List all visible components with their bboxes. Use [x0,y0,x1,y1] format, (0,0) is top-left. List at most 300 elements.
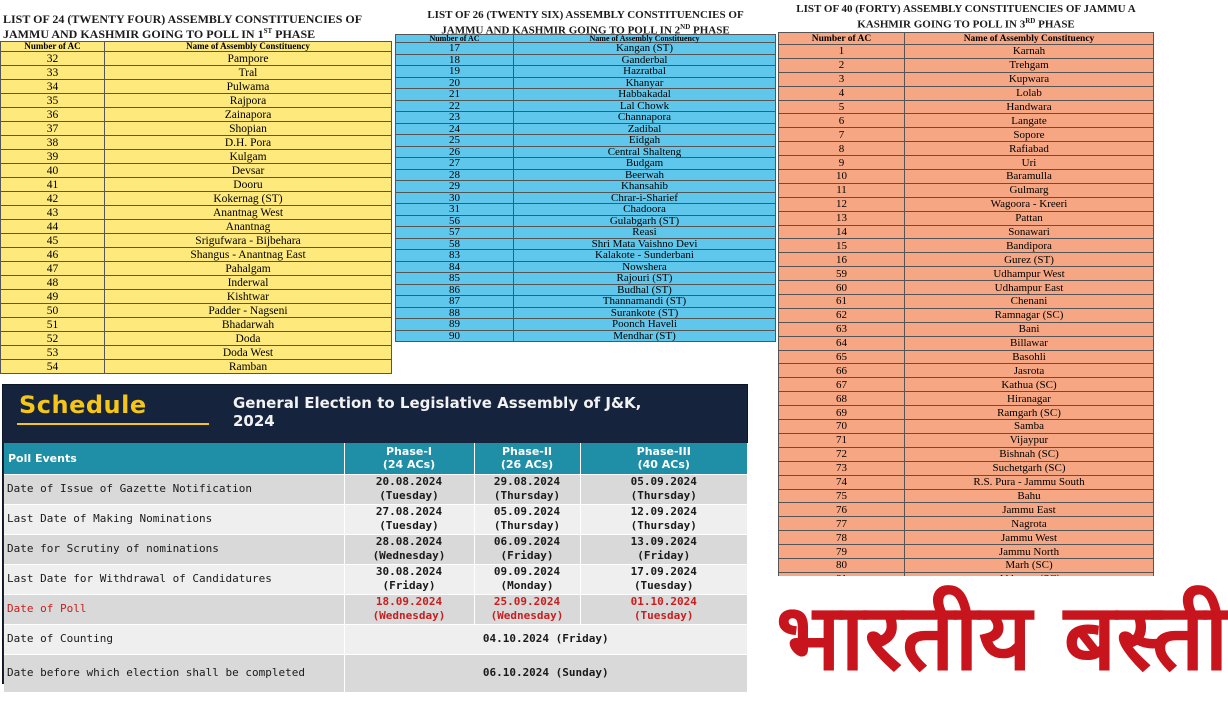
schedule-frame [2,384,748,684]
ac-name: D.H. Pora [105,136,392,150]
table-row [779,281,1154,295]
ac-number: 44 [1,220,105,234]
table-row [396,123,776,135]
ac-name: Gulmarg [905,183,1154,197]
ac-name: Rajouri (ST) [514,273,776,285]
phase-date-p1 [344,534,474,564]
ac-name: Udhampur East [905,281,1154,295]
ac-name: Trehgam [905,58,1154,72]
ac-number: 43 [1,206,105,220]
ac-name: Dooru [105,178,392,192]
schedule-row [4,504,748,534]
phase1-col-number: Number of AC [1,42,105,52]
date-value: 30.08.2024 [375,565,443,578]
table-row [779,183,1154,197]
table-row [1,206,392,220]
table-row [779,86,1154,100]
ac-name: Pampore [105,52,392,66]
table-row [779,447,1154,461]
phase-date-p3 [580,474,748,504]
table-row [779,503,1154,517]
weekday: (Monday) [500,579,554,592]
phase-date-p3 [580,594,748,624]
ac-name: Sonawari [905,225,1154,239]
ac-number: 48 [1,276,105,290]
ac-number: 36 [1,108,105,122]
ac-number: 25 [396,135,514,147]
table-row [396,66,776,78]
table-row [1,164,392,178]
date-value: 17.09.2024 [630,565,697,578]
row-counting [4,624,748,654]
table-row [396,238,776,250]
phase3-title [778,0,1154,32]
schedule-row [4,594,748,624]
ac-name: Baramulla [905,170,1154,184]
phase2-rows [396,43,776,342]
table-row [396,307,776,319]
ac-name: Gurez (ST) [905,253,1154,267]
ac-number: 29 [396,181,514,193]
logo-text: भारतीय बस्ती [776,583,1228,691]
ac-name: Jammu West [905,531,1154,545]
ac-number: 66 [779,364,905,378]
date-value: 25.09.2024 [493,595,561,608]
table-row [396,112,776,124]
weekday: (Wednesday) [372,549,446,562]
table-row [779,517,1154,531]
ac-number: 85 [396,273,514,285]
ac-name: Kalakote - Sunderbani [514,250,776,262]
phase2-title-line2: JAMMU AND KASHMIR GOING TO POLL IN 2ND PHASE [441,23,730,37]
col-poll-events: Poll Events [4,443,344,474]
table-row [1,318,392,332]
table-row [779,100,1154,114]
table-row [1,220,392,234]
ac-name: Chenani [905,295,1154,309]
ac-number: 11 [779,183,905,197]
schedule-panel [0,384,766,707]
ac-number: 30 [396,192,514,204]
table-row [779,295,1154,309]
ac-number: 63 [779,322,905,336]
schedule-title-underline [17,423,209,425]
date-value: 12.09.2024 [630,505,697,518]
phase3-title-line2: KASHMIR GOING TO POLL IN 3RD PHASE [857,17,1075,31]
ac-name: Vijaypur [905,433,1154,447]
ac-name: Marh (SC) [905,558,1154,572]
ac-number: 41 [1,178,105,192]
ac-number: 73 [779,461,905,475]
schedule-heading-line1: General Election to Legislative Assembly of J&K, [233,394,642,412]
ac-name: Kulgam [105,150,392,164]
ac-number: 52 [1,332,105,346]
ac-number: 9 [779,156,905,170]
ac-name: Budgam [514,158,776,170]
ac-name: Ganderbal [514,54,776,66]
table-row [396,330,776,342]
ac-number: 79 [779,545,905,559]
ac-number: 1 [779,45,905,59]
poll-event: Date for Scrutiny of nominations [4,534,344,564]
phase1-title-line1: LIST OF 24 (TWENTY FOUR) ASSEMBLY CONSTITUENCIES OF [3,12,363,26]
table-row [779,350,1154,364]
table-row [779,170,1154,184]
table-row [396,250,776,262]
ac-name: R.S. Pura - Jammu South [905,475,1154,489]
ac-name: Bandipora [905,239,1154,253]
ac-name: Habbakadal [514,89,776,101]
ac-name: Pattan [905,211,1154,225]
weekday: (Tuesday) [379,519,439,532]
weekday: (Thursday) [493,489,561,502]
ac-number: 53 [1,346,105,360]
ac-name: Rajpora [105,94,392,108]
ac-number: 27 [396,158,514,170]
ac-number: 84 [396,261,514,273]
table-row [779,364,1154,378]
schedule-heading [233,394,733,430]
ac-name: Kathua (SC) [905,378,1154,392]
col-phase2: Phase-II (26 ACs) [474,443,580,474]
table-row [779,45,1154,59]
ac-name: Jasrota [905,364,1154,378]
table-row [396,77,776,89]
phase-date-p1 [344,504,474,534]
ac-name: Nowshera [514,261,776,273]
ac-number: 62 [779,308,905,322]
table-row [1,346,392,360]
ac-number: 23 [396,112,514,124]
ac-name: Mendhar (ST) [514,330,776,342]
ac-number: 59 [779,267,905,281]
table-row [779,197,1154,211]
ac-name: Nagrota [905,517,1154,531]
table-row [396,284,776,296]
ac-number: 35 [1,94,105,108]
table-row [779,378,1154,392]
weekday: (Tuesday) [379,489,439,502]
ac-number: 16 [779,253,905,267]
ac-name: Budhal (ST) [514,284,776,296]
table-row [396,43,776,55]
ac-number: 3 [779,72,905,86]
ac-name: Jammu North [905,545,1154,559]
table-row [396,261,776,273]
ac-name: Pulwama [105,80,392,94]
ac-number: 40 [1,164,105,178]
ac-number: 83 [396,250,514,262]
table-row [1,80,392,94]
ac-name: Channapora [514,112,776,124]
ac-name: Chadoora [514,204,776,216]
table-row [1,66,392,80]
table-row [1,150,392,164]
table-row [396,181,776,193]
ac-number: 54 [1,360,105,374]
schedule-heading-line2: 2024 [233,412,275,430]
weekday: (Thursday) [493,519,561,532]
ac-number: 26 [396,146,514,158]
ac-number: 75 [779,489,905,503]
complete-event: Date before which election shall be completed [4,654,344,692]
phase-date-p2 [474,594,580,624]
complete-date: 06.10.2024 (Sunday) [344,654,748,692]
table-row [779,128,1154,142]
ac-number: 58 [396,238,514,250]
table-row [779,156,1154,170]
ac-number: 17 [396,43,514,55]
table-row [779,461,1154,475]
ac-number: 28 [396,169,514,181]
table-row [396,146,776,158]
table-row [779,558,1154,572]
phase2-title [395,0,776,37]
ac-number: 56 [396,215,514,227]
ac-name: Inderwal [105,276,392,290]
schedule-row [4,534,748,564]
table-row [1,304,392,318]
ac-name: Kokernag (ST) [105,192,392,206]
phase-date-p2 [474,564,580,594]
ac-name: Suchetgarh (SC) [905,461,1154,475]
ac-name: Bhadarwah [105,318,392,332]
ac-number: 20 [396,77,514,89]
phase3-col-number: Number of AC [779,33,905,45]
ac-name: Uri [905,156,1154,170]
phase2-table [395,34,776,342]
table-row [779,420,1154,434]
ac-name: Ramnagar (SC) [905,308,1154,322]
table-row [1,178,392,192]
ac-number: 65 [779,350,905,364]
ac-number: 70 [779,420,905,434]
table-row [779,322,1154,336]
table-row [396,273,776,285]
phase3-col-name: Name of Assembly Constituency [905,33,1154,45]
table-row [779,239,1154,253]
table-row [1,52,392,66]
ac-name: Shopian [105,122,392,136]
ac-name: Lal Chowk [514,100,776,112]
counting-date: 04.10.2024 (Friday) [344,624,748,654]
ac-number: 38 [1,136,105,150]
table-row [779,433,1154,447]
table-row [396,54,776,66]
phase1-table [0,41,392,374]
table-row [1,192,392,206]
phase3-table [778,32,1154,587]
ac-name: Poonch Haveli [514,319,776,331]
ac-name: Sopore [905,128,1154,142]
table-row [779,475,1154,489]
ac-number: 64 [779,336,905,350]
ac-number: 51 [1,318,105,332]
ac-number: 10 [779,170,905,184]
ac-name: Hiranagar [905,392,1154,406]
ac-name: Doda [105,332,392,346]
phase3-rows [779,45,1154,587]
date-value: 05.09.2024 [493,505,561,518]
table-row [1,248,392,262]
ac-number: 42 [1,192,105,206]
phase-date-p3 [580,564,748,594]
ac-name: Jammu East [905,503,1154,517]
ac-name: Zainapora [105,108,392,122]
ac-name: Khansahib [514,181,776,193]
table-row [779,531,1154,545]
date-value: 09.09.2024 [493,565,561,578]
ac-number: 90 [396,330,514,342]
ac-number: 86 [396,284,514,296]
date-value: 27.08.2024 [375,505,443,518]
ac-number: 72 [779,447,905,461]
ac-name: Rafiabad [905,142,1154,156]
ac-number: 68 [779,392,905,406]
date-value: 20.08.2024 [375,475,443,488]
table-row [396,204,776,216]
ac-number: 50 [1,304,105,318]
ac-number: 31 [396,204,514,216]
date-value: 05.09.2024 [630,475,697,488]
date-value: 06.09.2024 [493,535,561,548]
ac-number: 76 [779,503,905,517]
table-row [396,227,776,239]
poll-event: Last Date of Making Nominations [4,504,344,534]
ac-name: Bani [905,322,1154,336]
phase-date-p1 [344,594,474,624]
table-row [396,158,776,170]
phase-date-p3 [580,534,748,564]
ac-name: Srigufwara - Bijbehara [105,234,392,248]
table-row [779,392,1154,406]
ac-name: Padder - Nagseni [105,304,392,318]
ac-number: 46 [1,248,105,262]
ac-name: Shangus - Anantnag East [105,248,392,262]
ac-name: Lolab [905,86,1154,100]
ac-number: 71 [779,433,905,447]
ac-name: Thannamandi (ST) [514,296,776,308]
counting-event: Date of Counting [4,624,344,654]
ac-number: 69 [779,406,905,420]
ac-name: Eidgah [514,135,776,147]
ac-number: 49 [1,290,105,304]
table-row [1,276,392,290]
schedule-row [4,474,748,504]
ac-name: Central Shalteng [514,146,776,158]
table-row [779,114,1154,128]
ac-number: 21 [396,89,514,101]
table-row [1,122,392,136]
ac-number: 2 [779,58,905,72]
ac-number: 57 [396,227,514,239]
ac-name: Karnah [905,45,1154,59]
bharatiya-basti-logo [768,576,1228,707]
ac-number: 7 [779,128,905,142]
ac-number: 14 [779,225,905,239]
ac-number: 78 [779,531,905,545]
ac-name: Udhampur West [905,267,1154,281]
weekday: (Wednesday) [372,609,446,622]
phase1-panel [0,0,392,382]
ac-number: 88 [396,307,514,319]
ac-number: 74 [779,475,905,489]
ac-number: 24 [396,123,514,135]
phase1-col-name: Name of Assembly Constituency [105,42,392,52]
row-completion [4,654,748,692]
table-row [779,545,1154,559]
table-row [779,225,1154,239]
ac-number: 45 [1,234,105,248]
ac-name: Doda West [105,346,392,360]
ac-name: Samba [905,420,1154,434]
phase-date-p1 [344,474,474,504]
ac-name: Reasi [514,227,776,239]
ac-number: 61 [779,295,905,309]
date-value: 18.09.2024 [375,595,443,608]
ac-name: Bishnah (SC) [905,447,1154,461]
table-row [1,108,392,122]
table-row [779,142,1154,156]
phase2-panel [395,0,776,382]
ac-name: Surankote (ST) [514,307,776,319]
date-value: 13.09.2024 [630,535,697,548]
weekday: (Friday) [382,579,436,592]
ac-name: Anantnag West [105,206,392,220]
schedule-rows [4,474,748,692]
poll-event: Date of Poll [4,594,344,624]
table-row [396,135,776,147]
ac-number: 13 [779,211,905,225]
ac-name: Ramban [105,360,392,374]
table-row [1,94,392,108]
date-value: 01.10.2024 [630,595,697,608]
ac-name: Handwara [905,100,1154,114]
phase3-title-line1: LIST OF 40 (FORTY) ASSEMBLY CONSTITUENCIES OF JAMMU A [796,3,1136,15]
ac-name: Beerwah [514,169,776,181]
table-row [779,489,1154,503]
ac-number: 34 [1,80,105,94]
poll-event: Date of Issue of Gazette Notification [4,474,344,504]
table-row [779,336,1154,350]
ac-number: 15 [779,239,905,253]
ac-number: 19 [396,66,514,78]
table-row [1,290,392,304]
phase-date-p3 [580,504,748,534]
table-row [396,192,776,204]
ac-number: 18 [396,54,514,66]
phase1-title [0,0,392,41]
table-row [779,72,1154,86]
table-row [1,360,392,374]
ac-number: 22 [396,100,514,112]
ac-name: Kupwara [905,72,1154,86]
date-value: 28.08.2024 [375,535,443,548]
table-row [1,262,392,276]
ac-number: 87 [396,296,514,308]
table-row [396,319,776,331]
ac-name: Bahu [905,489,1154,503]
table-row [1,332,392,346]
table-row [396,215,776,227]
ac-number: 32 [1,52,105,66]
table-row [396,296,776,308]
ac-name: Chrar-i-Sharief [514,192,776,204]
phase-date-p2 [474,474,580,504]
ac-number: 60 [779,281,905,295]
phase-date-p1 [344,564,474,594]
table-row [779,253,1154,267]
